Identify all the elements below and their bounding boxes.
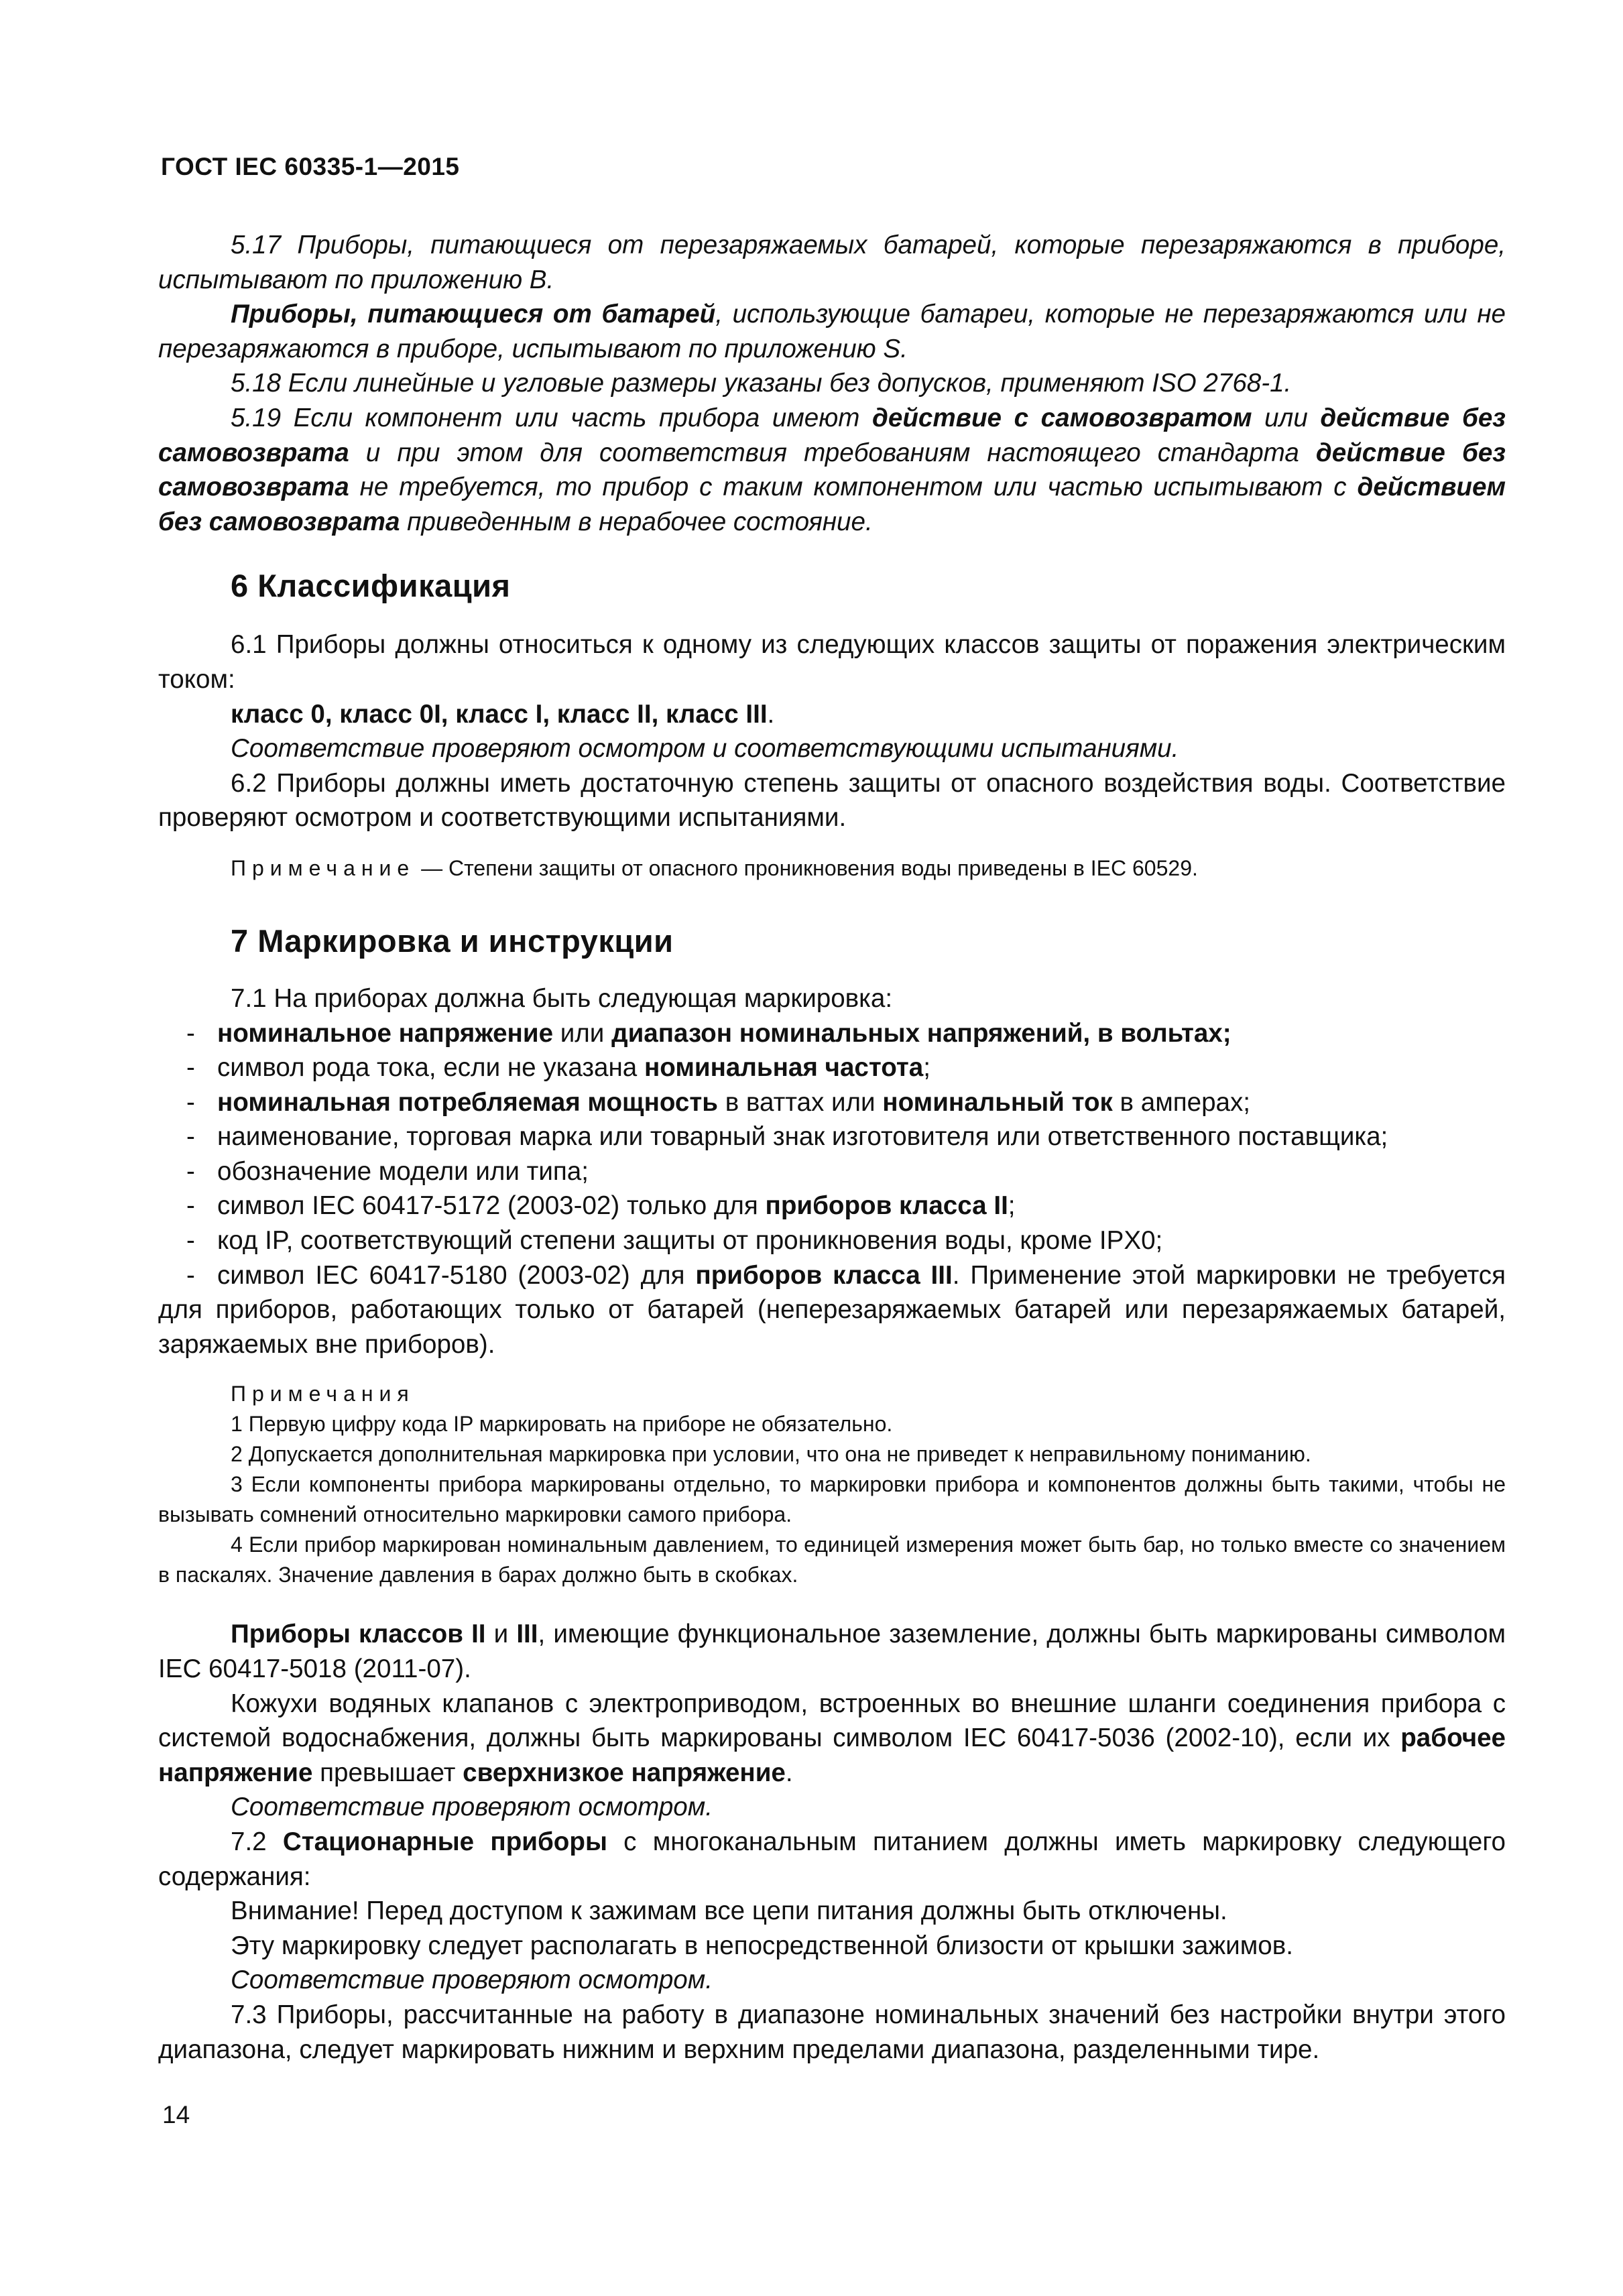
list-item: - обозначение модели или типа; xyxy=(186,1156,589,1186)
note-item: 3 Если компоненты прибора маркированы отдельно, то маркировки прибора и компонентов должны быть такими, чтобы не вызывать сомнений относительно маркировки самого прибора. xyxy=(158,1472,1506,1527)
clause-5-18: 5.18 Если линейные и угловые размеры указаны без допусков, применяют ISO 2768-1. xyxy=(231,369,1292,398)
list-item: - символ рода тока, если не указана номинальная частота; xyxy=(186,1053,930,1083)
list-item: - наименование, торговая марка или товарный знак изготовителя или ответственного поставщика; xyxy=(186,1122,1388,1152)
compliance-text: Соответствие проверяют осмотром и соответствующими испытаниями. xyxy=(231,734,1179,764)
list-item: - символ IEC 60417-5172 (2003-02) только для приборов класса II; xyxy=(186,1191,1016,1221)
clause-7-3: 7.3 Приборы, рассчитанные на работу в диапазоне номинальных значений без настройки внутри этого диапазона, следует маркировать нижним и верхним пределами диапазона, разделенными тире. xyxy=(158,2000,1506,2064)
list-item: - номинальное напряжение или диапазон номинальных напряжений, в вольтах; xyxy=(186,1018,1231,1048)
section-heading-7: 7 Маркировка и инструкции xyxy=(231,922,674,959)
body-text xyxy=(158,228,1506,2067)
notes-block xyxy=(158,1379,1506,1590)
clause-7-1: 7.1 На приборах должна быть следующая маркировка: xyxy=(231,983,893,1013)
list-item: - код IP, соответствующий степени защиты от проникновения воды, кроме IPX0; xyxy=(186,1226,1163,1256)
term: Приборы, питающиеся от батарей xyxy=(231,300,716,329)
compliance-text: Соответствие проверяют осмотром. xyxy=(231,1966,713,1995)
class-list: класс 0, класс 0I, класс I, класс II, класс III. xyxy=(231,699,775,729)
note xyxy=(158,854,1506,882)
note-item: 2 Допускается дополнительная маркировка при условии, что она не приведет к неправильному пониманию. xyxy=(231,1442,1311,1467)
clause-6-1: 6.1 Приборы должны относиться к одному из следующих классов защиты от поражения электрическим током: xyxy=(158,630,1506,694)
list-item: - символ IEC 60417-5180 (2003-02) для приборов класса III. Применение этой маркировки не требуется для приборов, работающих только от батарей (неперезаряжаемых батарей или перезаряжаемых батарей, заряжаемых вне приборов). xyxy=(158,1260,1506,1359)
standard-header: ГОСТ IEC 60335-1—2015 xyxy=(161,153,460,180)
page-number: 14 xyxy=(162,2101,190,2128)
marking-list xyxy=(158,1016,1506,1362)
warning-text: Внимание! Перед доступом к зажимам все цепи питания должны быть отключены. xyxy=(231,1896,1227,1926)
section-heading-6: 6 Классификация xyxy=(231,568,511,604)
clause-5-19: 5.19 Если компонент или часть прибора имеют действие с самовозвратом или действие без самовозврата и при этом для соответствия требованиям настоящего стандарта действие без самовозврата не требуется, то прибор с таким компонентом или частью испытывают с действием без самовозврата приведенным в нерабочее состояние. xyxy=(158,403,1506,536)
note-label: Примечание xyxy=(231,855,416,880)
list-item: - номинальная потребляемая мощность в ваттах или номинальный ток в амперах; xyxy=(186,1087,1251,1117)
clause-6-2: 6.2 Приборы должны иметь достаточную степень защиты от опасного воздействия воды. Соответствие проверяют осмотром и соответствующими испытаниями. xyxy=(158,768,1506,833)
functional-earth-paragraph: Приборы классов II и III, имеющие функциональное заземление, должны быть маркированы символом IEC 60417-5018 (2011-07). xyxy=(158,1620,1506,1684)
note-text: — Степени защиты от опасного проникновения воды приведены в IEC 60529. xyxy=(415,855,1198,880)
water-valve-paragraph: Кожухи водяных клапанов с электроприводом, встроенных во внешние шланги соединения прибора с системой водоснабжения, должны быть маркированы символом IEC 60417-5036 (2002-10), если их рабочее напряжение превышает сверхнизкое напряжение. xyxy=(158,1689,1506,1787)
clause-7-2: 7.2 Стационарные приборы с многоканальным питанием должны иметь маркировку следующего содержания: xyxy=(158,1827,1506,1891)
note-item: 4 Если прибор маркирован номинальным давлением, то единицей измерения может быть бар, но только вместе со значением в паскалях. Значение давления в барах должно быть в скобках. xyxy=(158,1532,1506,1587)
note-item: 1 Первую цифру кода IP маркировать на приборе не обязательно. xyxy=(231,1412,893,1437)
clause-5-17: 5.17 Приборы, питающиеся от перезаряжаемых батарей, которые перезаряжаются в приборе, испытывают по приложению В. xyxy=(158,231,1506,294)
placement-text: Эту маркировку следует располагать в непосредственной близости от крышки зажимов. xyxy=(231,1931,1293,1960)
compliance-text: Соответствие проверяют осмотром. xyxy=(231,1793,713,1822)
clause-5-17-battery: Приборы, питающиеся от батарей, использующие батареи, которые не перезаряжаются или не перезаряжаются в приборе, испытывают по приложению S. xyxy=(158,300,1506,363)
notes-label: Примечания xyxy=(231,1382,415,1406)
